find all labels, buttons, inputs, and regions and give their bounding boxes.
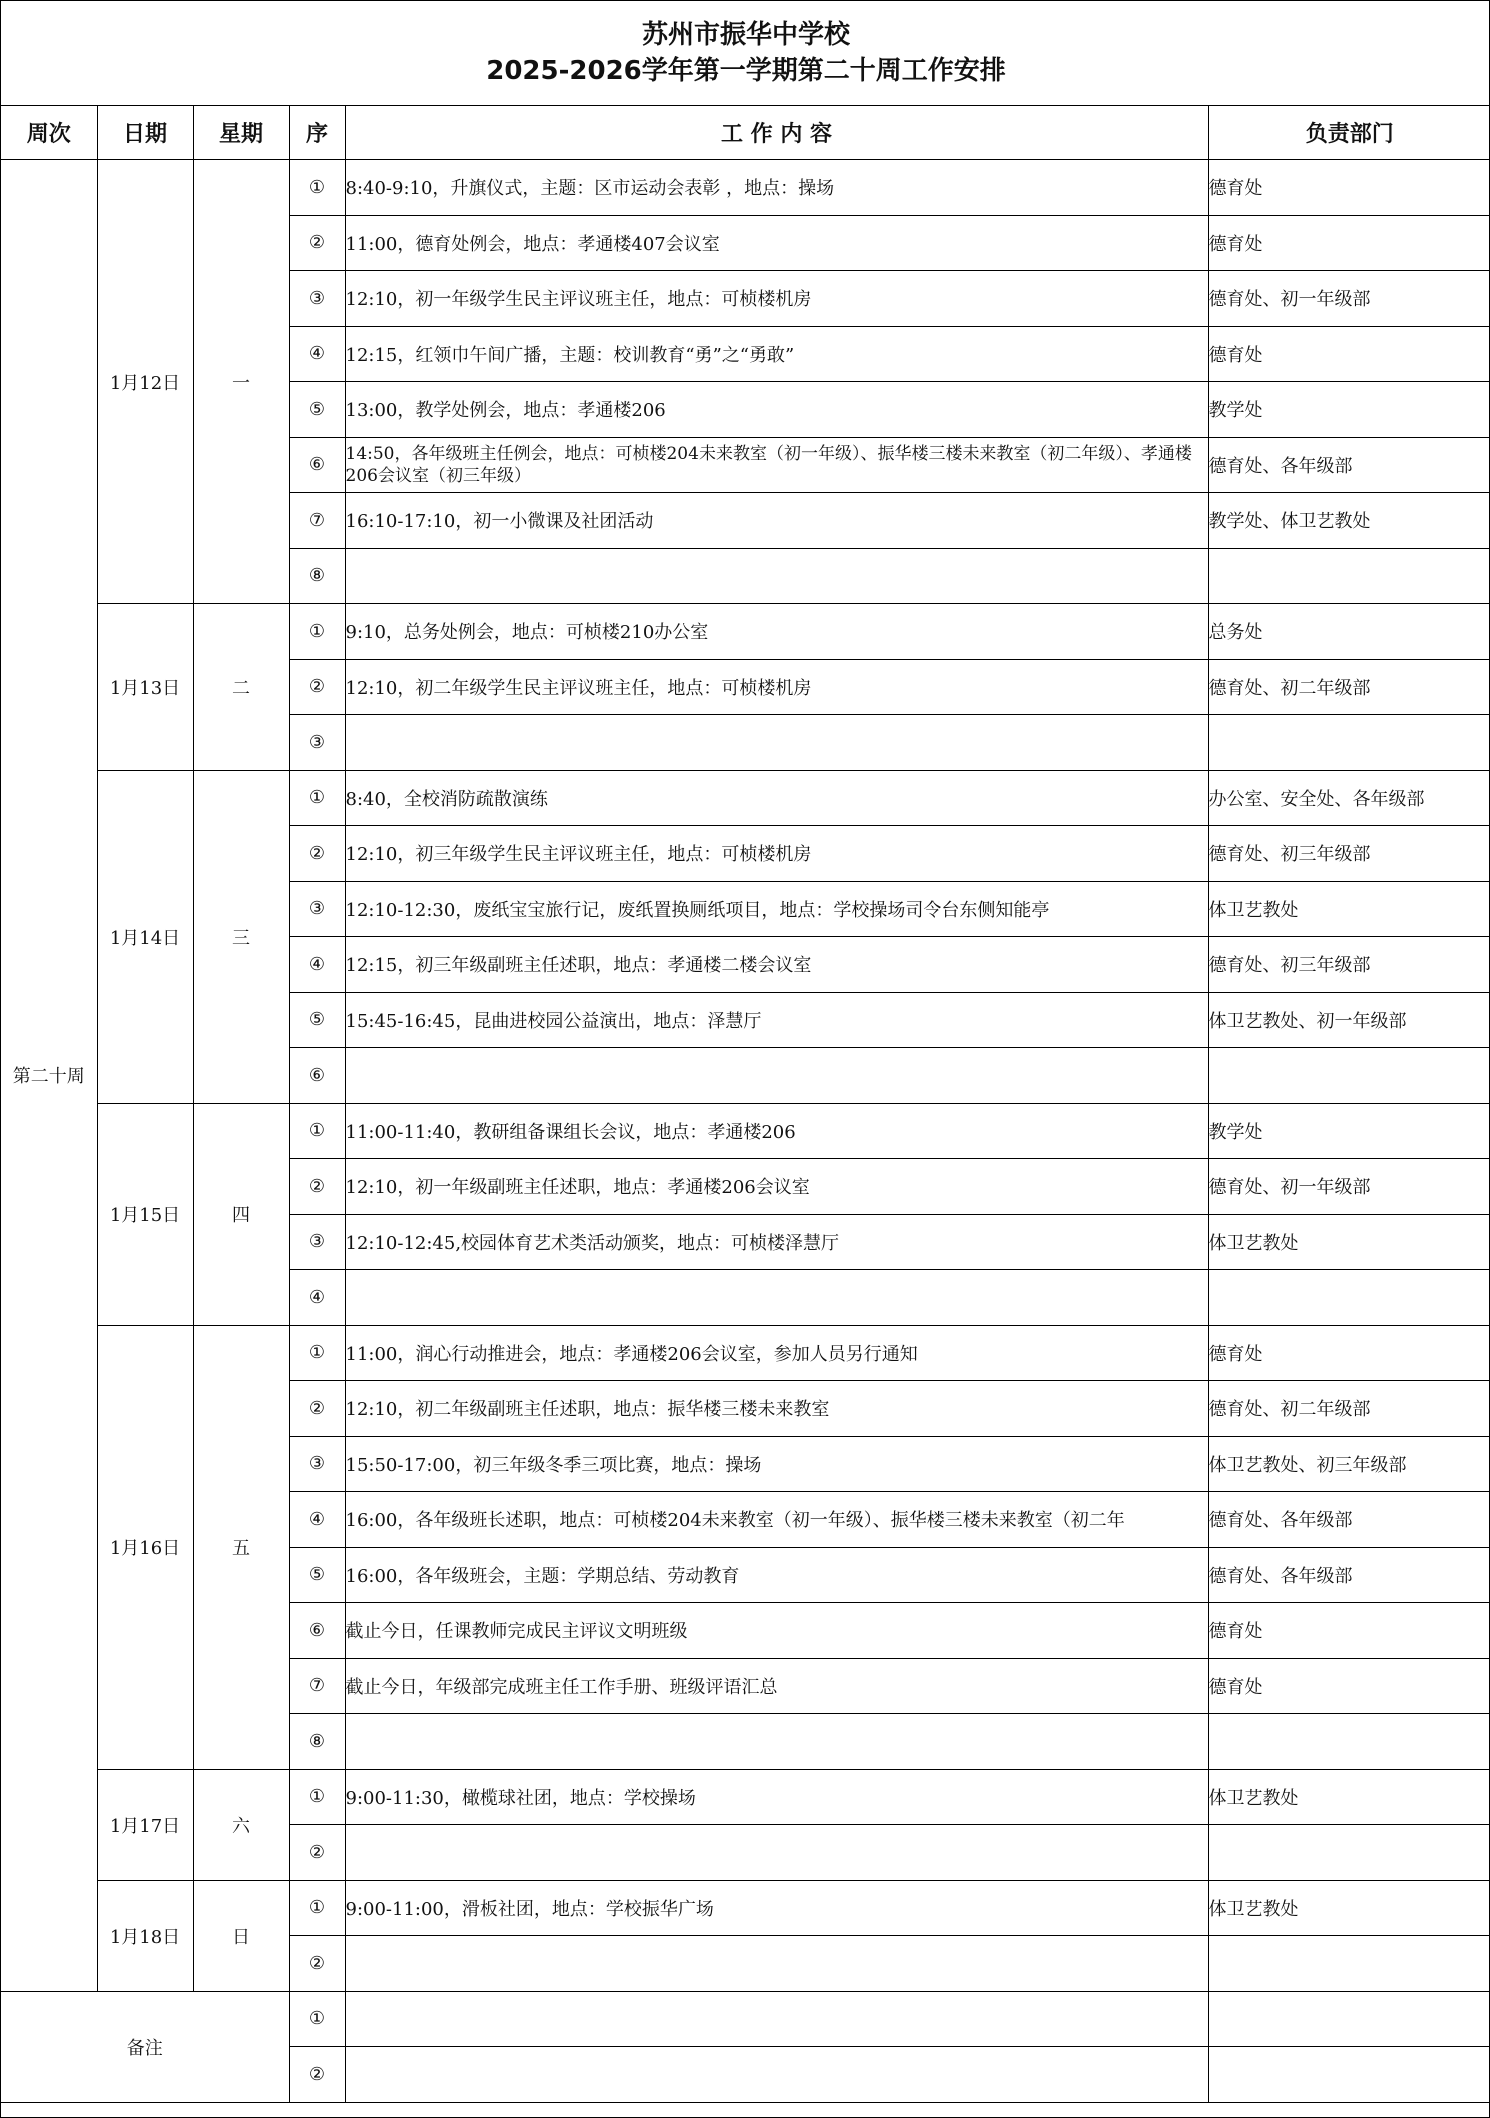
dept-cell[interactable]: 教学处 bbox=[1208, 382, 1490, 438]
header-row bbox=[1, 105, 1490, 160]
dept-cell[interactable]: 体卫艺教处、初三年级部 bbox=[1208, 1436, 1490, 1492]
schedule-subtitle: 2025-2026学年第一学期第二十周工作安排 bbox=[486, 56, 1006, 86]
schedule-table bbox=[1, 105, 1490, 2103]
table-row bbox=[1, 1880, 1490, 1936]
content-cell[interactable] bbox=[345, 548, 1208, 604]
date-cell[interactable]: 1月15日 bbox=[97, 1103, 193, 1325]
weekday-cell[interactable]: 日 bbox=[193, 1880, 289, 1991]
content-cell[interactable]: 12:10，初一年级副班主任述职，地点：孝通楼206会议室 bbox=[345, 1159, 1208, 1215]
dept-cell[interactable] bbox=[1208, 1714, 1490, 1770]
table-row bbox=[1, 160, 1490, 216]
weekday-cell[interactable]: 四 bbox=[193, 1103, 289, 1325]
dept-cell[interactable] bbox=[1208, 1825, 1490, 1881]
seq-cell[interactable]: ⑥ bbox=[289, 1603, 345, 1659]
dept-cell[interactable]: 体卫艺教处 bbox=[1208, 881, 1490, 937]
seq-cell[interactable]: ② bbox=[289, 2047, 345, 2103]
dept-cell[interactable] bbox=[1208, 1936, 1490, 1992]
schedule-body bbox=[1, 160, 1490, 2103]
seq-cell[interactable]: ⑧ bbox=[289, 548, 345, 604]
content-cell[interactable] bbox=[345, 1270, 1208, 1326]
header-content[interactable]: 工 作 内 容 bbox=[345, 105, 1208, 160]
dept-cell[interactable]: 办公室、安全处、各年级部 bbox=[1208, 770, 1490, 826]
seq-cell[interactable]: ③ bbox=[289, 881, 345, 937]
seq-cell[interactable]: ① bbox=[289, 1880, 345, 1936]
content-cell[interactable]: 15:50-17:00，初三年级冬季三项比赛，地点：操场 bbox=[345, 1436, 1208, 1492]
dept-cell[interactable]: 德育处、各年级部 bbox=[1208, 1492, 1490, 1548]
weekday-cell[interactable]: 一 bbox=[193, 160, 289, 604]
school-title: 苏州市振华中学校 bbox=[641, 20, 850, 50]
dept-cell[interactable]: 德育处 bbox=[1208, 1325, 1490, 1381]
remark-label[interactable]: 备注 bbox=[1, 1991, 289, 2102]
weekday-cell[interactable]: 二 bbox=[193, 604, 289, 771]
seq-cell[interactable]: ① bbox=[289, 1991, 345, 2047]
dept-cell[interactable]: 体卫艺教处 bbox=[1208, 1214, 1490, 1270]
content-cell[interactable]: 16:00，各年级班会，主题：学期总结、劳动教育 bbox=[345, 1547, 1208, 1603]
dept-cell[interactable]: 德育处、初一年级部 bbox=[1208, 1159, 1490, 1215]
dept-cell[interactable] bbox=[1208, 1048, 1490, 1104]
content-cell[interactable]: 9:00-11:30，橄榄球社团，地点：学校操场 bbox=[345, 1769, 1208, 1825]
content-cell[interactable]: 8:40-9:10，升旗仪式，主题：区市运动会表彰 ，地点：操场 bbox=[345, 160, 1208, 216]
seq-cell[interactable]: ⑦ bbox=[289, 1658, 345, 1714]
dept-cell[interactable] bbox=[1208, 1270, 1490, 1326]
table-row bbox=[1, 770, 1490, 826]
content-cell[interactable]: 14:50，各年级班主任例会，地点：可桢楼204未来教室（初一年级）、振华楼三楼未来教室（初二年级）、孝通楼206会议室（初三年级） bbox=[345, 437, 1208, 493]
dept-cell[interactable] bbox=[1208, 2047, 1490, 2103]
seq-cell[interactable]: ① bbox=[289, 770, 345, 826]
dept-cell[interactable] bbox=[1208, 715, 1490, 771]
header-week[interactable]: 周次 bbox=[1, 105, 97, 160]
seq-cell[interactable]: ⑤ bbox=[289, 382, 345, 438]
header-seq[interactable]: 序 bbox=[289, 105, 345, 160]
seq-cell[interactable]: ① bbox=[289, 1769, 345, 1825]
seq-cell[interactable]: ⑦ bbox=[289, 493, 345, 549]
content-cell[interactable]: 16:00，各年级班长述职，地点：可桢楼204未来教室（初一年级）、振华楼三楼未来教室（初二年 bbox=[345, 1492, 1208, 1548]
dept-cell[interactable]: 教学处、体卫艺教处 bbox=[1208, 493, 1490, 549]
content-cell[interactable]: 9:10，总务处例会，地点：可桢楼210办公室 bbox=[345, 604, 1208, 660]
seq-cell[interactable]: ⑥ bbox=[289, 1048, 345, 1104]
content-cell[interactable]: 11:00，润心行动推进会，地点：孝通楼206会议室，参加人员另行通知 bbox=[345, 1325, 1208, 1381]
dept-cell[interactable]: 德育处 bbox=[1208, 160, 1490, 216]
content-cell[interactable] bbox=[345, 1714, 1208, 1770]
content-cell[interactable]: 12:10，初二年级学生民主评议班主任，地点：可桢楼机房 bbox=[345, 659, 1208, 715]
date-cell[interactable]: 1月12日 bbox=[97, 160, 193, 604]
content-cell[interactable]: 12:10，初一年级学生民主评议班主任，地点：可桢楼机房 bbox=[345, 271, 1208, 327]
content-cell[interactable]: 12:10，初二年级副班主任述职，地点：振华楼三楼未来教室 bbox=[345, 1381, 1208, 1437]
header-date[interactable]: 日期 bbox=[97, 105, 193, 160]
content-cell[interactable]: 16:10-17:10，初一小微课及社团活动 bbox=[345, 493, 1208, 549]
dept-cell[interactable]: 体卫艺教处 bbox=[1208, 1769, 1490, 1825]
table-row bbox=[1, 1769, 1490, 1825]
content-cell[interactable]: 11:00，德育处例会，地点：孝通楼407会议室 bbox=[345, 215, 1208, 271]
seq-cell[interactable]: ④ bbox=[289, 1270, 345, 1326]
title-block bbox=[1, 1, 1490, 106]
seq-cell[interactable]: ④ bbox=[289, 937, 345, 993]
content-cell[interactable]: 12:15，初三年级副班主任述职，地点：孝通楼二楼会议室 bbox=[345, 937, 1208, 993]
dept-cell[interactable]: 总务处 bbox=[1208, 604, 1490, 660]
content-cell[interactable] bbox=[345, 1825, 1208, 1881]
date-cell[interactable]: 1月18日 bbox=[97, 1880, 193, 1991]
dept-cell[interactable]: 德育处、初三年级部 bbox=[1208, 826, 1490, 882]
seq-cell[interactable]: ② bbox=[289, 826, 345, 882]
dept-cell[interactable]: 德育处、各年级部 bbox=[1208, 437, 1490, 493]
content-cell[interactable]: 12:10-12:45,校园体育艺术类活动颁奖，地点：可桢楼泽慧厅 bbox=[345, 1214, 1208, 1270]
seq-cell[interactable]: ③ bbox=[289, 271, 345, 327]
content-cell[interactable]: 12:10，初三年级学生民主评议班主任，地点：可桢楼机房 bbox=[345, 826, 1208, 882]
seq-cell[interactable]: ① bbox=[289, 1325, 345, 1381]
dept-cell[interactable]: 教学处 bbox=[1208, 1103, 1490, 1159]
seq-cell[interactable]: ③ bbox=[289, 1214, 345, 1270]
date-cell[interactable]: 1月17日 bbox=[97, 1769, 193, 1880]
table-row bbox=[1, 604, 1490, 660]
seq-cell[interactable]: ② bbox=[289, 1159, 345, 1215]
seq-cell[interactable]: ② bbox=[289, 1825, 345, 1881]
seq-cell[interactable]: ① bbox=[289, 604, 345, 660]
date-cell[interactable]: 1月16日 bbox=[97, 1325, 193, 1769]
seq-cell[interactable]: ③ bbox=[289, 1436, 345, 1492]
header-weekday[interactable]: 星期 bbox=[193, 105, 289, 160]
content-cell[interactable]: 截止今日，任课教师完成民主评议文明班级 bbox=[345, 1603, 1208, 1659]
dept-cell[interactable] bbox=[1208, 1991, 1490, 2047]
dept-cell[interactable]: 体卫艺教处、初一年级部 bbox=[1208, 992, 1490, 1048]
content-cell[interactable] bbox=[345, 1048, 1208, 1104]
dept-cell[interactable]: 德育处 bbox=[1208, 326, 1490, 382]
content-cell[interactable] bbox=[345, 715, 1208, 771]
seq-cell[interactable]: ① bbox=[289, 160, 345, 216]
seq-cell[interactable]: ⑥ bbox=[289, 437, 345, 493]
seq-cell[interactable]: ⑤ bbox=[289, 1547, 345, 1603]
weekday-cell[interactable]: 三 bbox=[193, 770, 289, 1103]
dept-cell[interactable]: 德育处 bbox=[1208, 215, 1490, 271]
content-cell[interactable]: 13:00，教学处例会，地点：孝通楼206 bbox=[345, 382, 1208, 438]
date-cell[interactable]: 1月13日 bbox=[97, 604, 193, 771]
content-cell[interactable] bbox=[345, 1936, 1208, 1992]
content-cell[interactable]: 8:40，全校消防疏散演练 bbox=[345, 770, 1208, 826]
dept-cell[interactable]: 德育处、初二年级部 bbox=[1208, 1381, 1490, 1437]
seq-cell[interactable]: ③ bbox=[289, 715, 345, 771]
dept-cell[interactable]: 德育处、各年级部 bbox=[1208, 1547, 1490, 1603]
remark-row bbox=[1, 1991, 1490, 2047]
seq-cell[interactable]: ② bbox=[289, 659, 345, 715]
weekday-cell[interactable]: 五 bbox=[193, 1325, 289, 1769]
seq-cell[interactable]: ⑧ bbox=[289, 1714, 345, 1770]
weekday-cell[interactable]: 六 bbox=[193, 1769, 289, 1880]
dept-cell[interactable]: 德育处、初二年级部 bbox=[1208, 659, 1490, 715]
seq-cell[interactable]: ④ bbox=[289, 326, 345, 382]
dept-cell[interactable]: 德育处、初一年级部 bbox=[1208, 271, 1490, 327]
content-cell[interactable]: 9:00-11:00，滑板社团，地点：学校振华广场 bbox=[345, 1880, 1208, 1936]
dept-cell[interactable]: 德育处 bbox=[1208, 1658, 1490, 1714]
content-cell[interactable]: 12:10-12:30，废纸宝宝旅行记，废纸置换厕纸项目，地点：学校操场司令台东侧知能亭 bbox=[345, 881, 1208, 937]
content-cell[interactable]: 截止今日，年级部完成班主任工作手册、班级评语汇总 bbox=[345, 1658, 1208, 1714]
seq-cell[interactable]: ② bbox=[289, 215, 345, 271]
header-dept[interactable]: 负责部门 bbox=[1208, 105, 1490, 160]
seq-cell[interactable]: ② bbox=[289, 1936, 345, 1992]
dept-cell[interactable]: 体卫艺教处 bbox=[1208, 1880, 1490, 1936]
dept-cell[interactable]: 德育处、初三年级部 bbox=[1208, 937, 1490, 993]
seq-cell[interactable]: ② bbox=[289, 1381, 345, 1437]
content-cell[interactable]: 15:45-16:45，昆曲进校园公益演出，地点：泽慧厅 bbox=[345, 992, 1208, 1048]
seq-cell[interactable]: ① bbox=[289, 1103, 345, 1159]
week-cell[interactable]: 第二十周 bbox=[1, 160, 97, 1992]
seq-cell[interactable]: ⑤ bbox=[289, 992, 345, 1048]
content-cell[interactable] bbox=[345, 1991, 1208, 2047]
dept-cell[interactable]: 德育处 bbox=[1208, 1603, 1490, 1659]
content-cell[interactable]: 12:15，红领巾午间广播，主题：校训教育“勇”之“勇敢” bbox=[345, 326, 1208, 382]
seq-cell[interactable]: ④ bbox=[289, 1492, 345, 1548]
table-row bbox=[1, 1325, 1490, 1381]
content-cell[interactable] bbox=[345, 2047, 1208, 2103]
dept-cell[interactable] bbox=[1208, 548, 1490, 604]
date-cell[interactable]: 1月14日 bbox=[97, 770, 193, 1103]
content-cell[interactable]: 11:00-11:40，教研组备课组长会议，地点：孝通楼206 bbox=[345, 1103, 1208, 1159]
table-row bbox=[1, 1103, 1490, 1159]
